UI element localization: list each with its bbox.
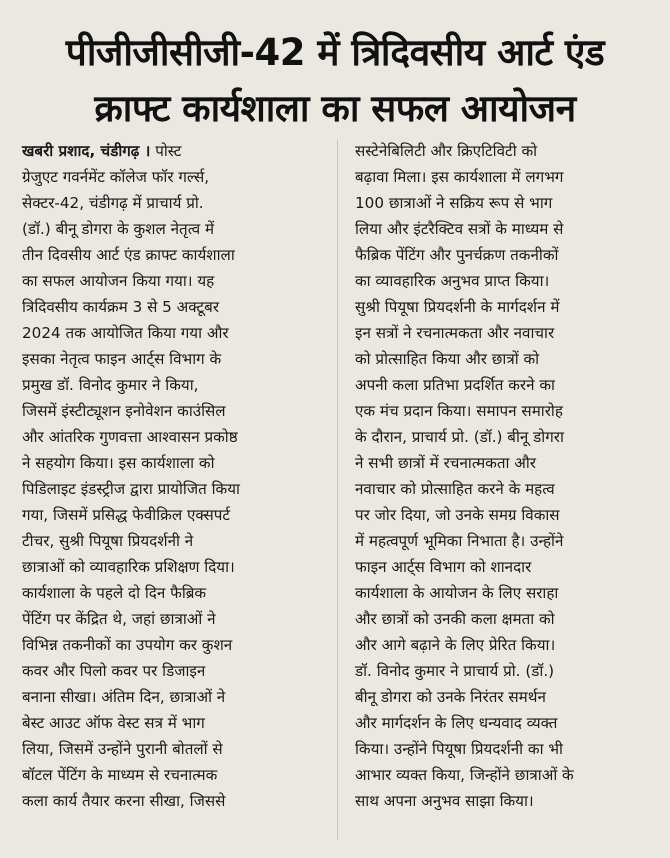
article-text-line: कवर और पिलो कवर पर डिजाइन [22, 662, 206, 680]
article-text-line: 2024 तक आयोजित किया गया और [22, 324, 229, 342]
article-text-line: (डॉ.) बीनू डोगरा के कुशल नेतृत्व में [22, 220, 215, 238]
article-text-line: सस्टेनेबिलिटी और क्रिएटिविटी को [355, 142, 538, 160]
article-text-line: पर जोर दिया, जो उनके समग्र विकास [355, 506, 560, 524]
article-text-line: किया। उन्होंने पियूषा प्रियदर्शनी का भी [355, 740, 563, 758]
article-text-line: 100 छात्राओं ने सक्रिय रूप से भाग [355, 194, 553, 212]
article-text-line: नवाचार को प्रोत्साहित करने के महत्व [355, 480, 555, 498]
article-text-line: लिया, जिसमें उन्होंने पुरानी बोतलों से [22, 740, 223, 758]
article-text-line: लिया और इंटरैक्टिव सत्रों के माध्यम से [355, 220, 564, 238]
article-text-line: पेंटिंग पर केंद्रित थे, जहां छात्राओं ने [22, 610, 216, 628]
article-text-segment: पोस्ट [150, 142, 182, 160]
article-text-line: बेस्ट आउट ऑफ वेस्ट सत्र में भाग [22, 714, 205, 732]
article-text-line: इन सत्रों ने रचनात्मकता और नवाचार [355, 324, 555, 342]
article-text-line: फैब्रिक पेंटिंग और पुनर्चक्रण तकनीकों [355, 246, 559, 264]
article-text-line: सुश्री पियूषा प्रियदर्शनी के मार्गदर्शन में [355, 298, 560, 316]
article-text-line: कार्यशाला के पहले दो दिन फैब्रिक [22, 584, 207, 602]
article-text-line: त्रिदिवसीय कार्यक्रम 3 से 5 अक्टूबर [22, 298, 220, 316]
article-text-line [22, 138, 322, 164]
article-headline [10, 25, 660, 137]
article-text-line: इसका नेतृत्व फाइन आर्ट्स विभाग के [22, 350, 222, 368]
article-text-line: बढ़ावा मिला। इस कार्यशाला में लगभग [355, 168, 564, 186]
article-text-line: बॉटल पेंटिंग के माध्यम से रचनात्मक [22, 766, 218, 784]
article-text-line: बनाना सीखा। अंतिम दिन, छात्राओं ने [22, 688, 226, 706]
article-text-line: और छात्रों को उनकी कला क्षमता को [355, 610, 555, 628]
headline-line-2: क्राफ्ट कार्यशाला का सफल आयोजन [94, 87, 576, 131]
article-text-line: के दौरान, प्राचार्य प्रो. (डॉ.) बीनू डोगरा [355, 428, 564, 446]
article-text-line: गया, जिसमें प्रसिद्ध फेवीक्रिल एक्सपर्ट [22, 506, 231, 524]
article-text-line: ग्रेजुएट गवर्नमेंट कॉलेज फॉर गर्ल्स, [22, 168, 210, 186]
article-text-line: सेक्टर-42, चंडीगढ़ में प्राचार्य प्रो. [22, 194, 204, 212]
article-text-line: पिडिलाइट इंडस्ट्रीज द्वारा प्रायोजित किया [22, 480, 240, 498]
article-text-line: का व्यावहारिक अनुभव प्राप्त किया। [355, 272, 550, 290]
article-text-line: ने सहयोग किया। इस कार्यशाला को [22, 454, 215, 472]
article-column-left [22, 138, 322, 814]
article-text-line: और आंतरिक गुणवत्ता आश्वासन प्रकोष्ठ [22, 428, 238, 446]
article-column-right [355, 138, 655, 814]
column-divider [337, 140, 338, 840]
article-text-line: अपनी कला प्रतिभा प्रदर्शित करने का [355, 376, 555, 394]
byline: खबरी प्रशाद, चंडीगढ़ । [22, 142, 151, 160]
article-text-line: को प्रोत्साहित किया और छात्रों को [355, 350, 540, 368]
article-text-line: छात्राओं को व्यावहारिक प्रशिक्षण दिया। [22, 558, 235, 576]
article-text-line: विभिन्न तकनीकों का उपयोग कर कुशन [22, 636, 233, 654]
article-text-line: जिसमें इंस्टीट्यूशन इनोवेशन काउंसिल [22, 402, 226, 420]
article-text-line: का सफल आयोजन किया गया। यह [22, 272, 215, 290]
article-text-line: डॉ. विनोद कुमार ने प्राचार्य प्रो. (डॉ.) [355, 662, 555, 680]
article-text-line: आभार व्यक्त किया, जिन्होंने छात्राओं के [355, 766, 574, 784]
article-text-line: और आगे बढ़ाने के लिए प्रेरित किया। [355, 636, 556, 654]
article-text-line: फाइन आर्ट्स विभाग को शानदार [355, 558, 532, 576]
article-text-line: एक मंच प्रदान किया। समापन समारोह [355, 402, 563, 420]
article-text-line: और मार्गदर्शन के लिए धन्यवाद व्यक्त [355, 714, 558, 732]
article-text-line: साथ अपना अनुभव साझा किया। [355, 792, 534, 810]
article-text-line: बीनू डोगरा को उनके निरंतर समर्थन [355, 688, 546, 706]
article-text-line: प्रमुख डॉ. विनोद कुमार ने किया, [22, 376, 199, 394]
article-text-line: कार्यशाला के आयोजन के लिए सराहा [355, 584, 559, 602]
headline-line-1: पीजीजीसीजी-42 में त्रिदिवसीय आर्ट एंड [65, 31, 605, 75]
article-text-line: तीन दिवसीय आर्ट एंड क्राफ्ट कार्यशाला [22, 246, 235, 264]
article-text-line: में महत्वपूर्ण भूमिका निभाता है। उन्होंने [355, 532, 564, 550]
article-text-line: टीचर, सुश्री पियूषा प्रियदर्शनी ने [22, 532, 194, 550]
article-text-line: ने सभी छात्रों में रचनात्मकता और [355, 454, 536, 472]
article-text-line: कला कार्य तैयार करना सीखा, जिससे [22, 792, 226, 810]
